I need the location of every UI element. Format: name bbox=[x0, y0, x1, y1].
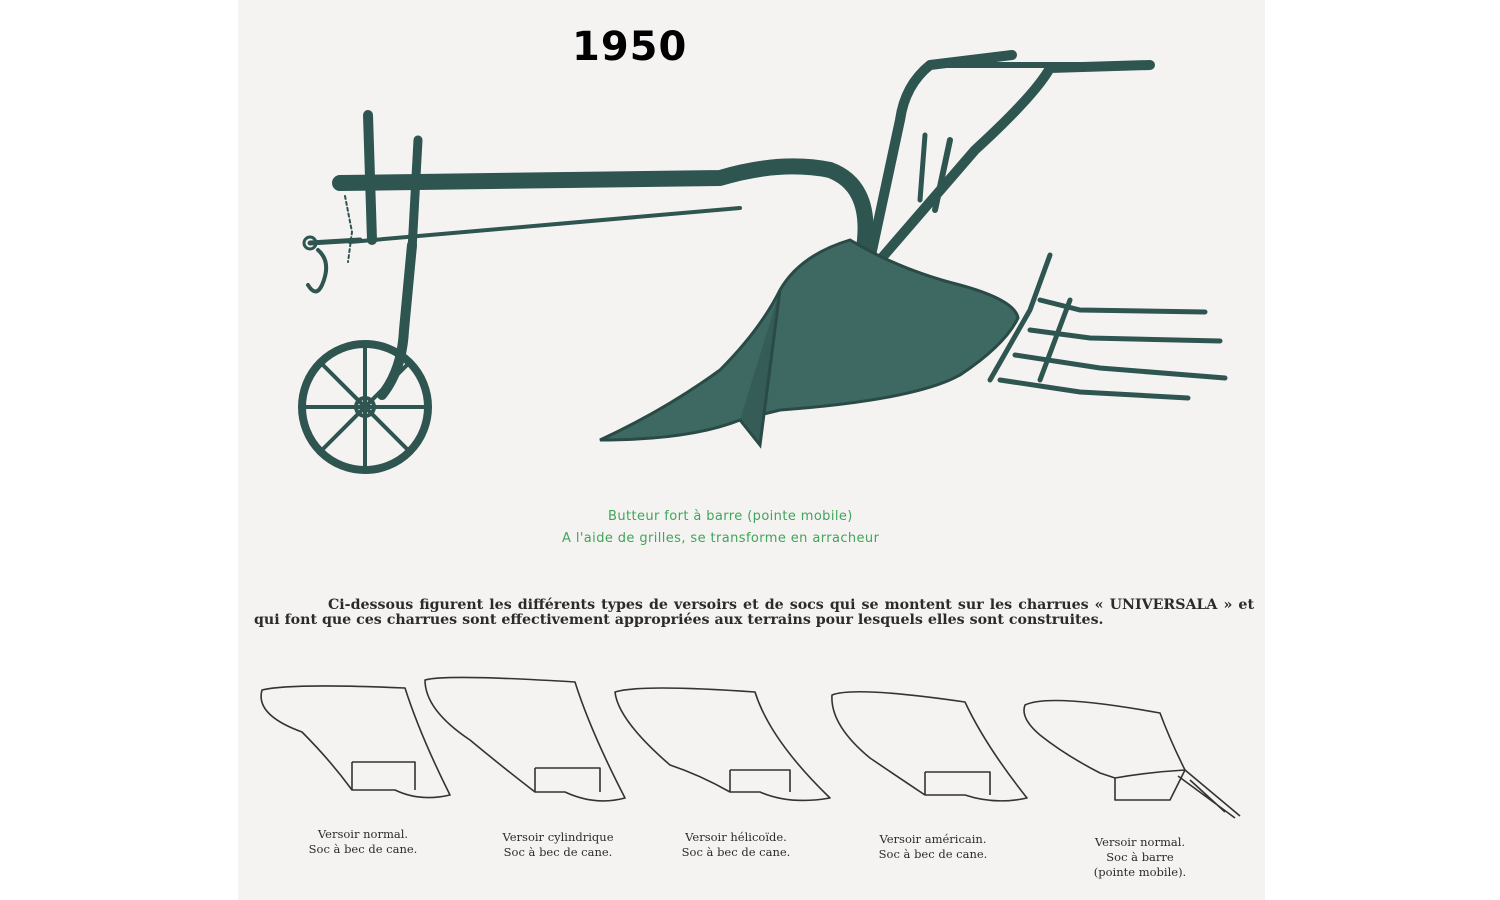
moldboard-cylindrical bbox=[425, 677, 625, 800]
lifter-grille bbox=[990, 255, 1225, 398]
main-beam bbox=[340, 166, 866, 285]
moldboard-american bbox=[832, 692, 1027, 801]
moldboard-label: Versoir hélicoïde. Soc à bec de cane. bbox=[681, 830, 791, 859]
moldboard bbox=[600, 240, 1018, 440]
moldboard-label: Versoir cylindrique Soc à bec de cane. bbox=[502, 830, 614, 859]
rear-post bbox=[412, 140, 418, 250]
tension-rod bbox=[350, 208, 740, 242]
moldboard-helicoid bbox=[615, 688, 830, 800]
body-paragraph: Ci-dessous figurent les différents types de versoirs et de socs qui se montent sur les charrues « UNIVERSALA » et qui font que ces charrues sont effectivement appropriées aux terrains pour lesquels elles sont construites. bbox=[254, 597, 1254, 628]
moldboard-label: Versoir américain. Soc à bec de cane. bbox=[878, 832, 988, 861]
moldboard-normal-bar bbox=[1024, 701, 1240, 819]
year-heading: 1950 bbox=[572, 24, 688, 70]
moldboard-diagrams bbox=[261, 677, 1240, 818]
left-handle bbox=[870, 55, 1012, 260]
moldboard-label: Versoir normal. Soc à barre (pointe mobile). bbox=[1093, 835, 1187, 879]
illustration-caption-line-2: A l'aide de grilles, se transforme en arracheur bbox=[562, 531, 880, 546]
moldboard-normal bbox=[261, 686, 450, 798]
hook bbox=[308, 250, 326, 292]
moldboard-label: Versoir normal. Soc à bec de cane. bbox=[308, 827, 418, 856]
illustration-caption-line-1: Butteur fort à barre (pointe mobile) bbox=[608, 509, 853, 524]
